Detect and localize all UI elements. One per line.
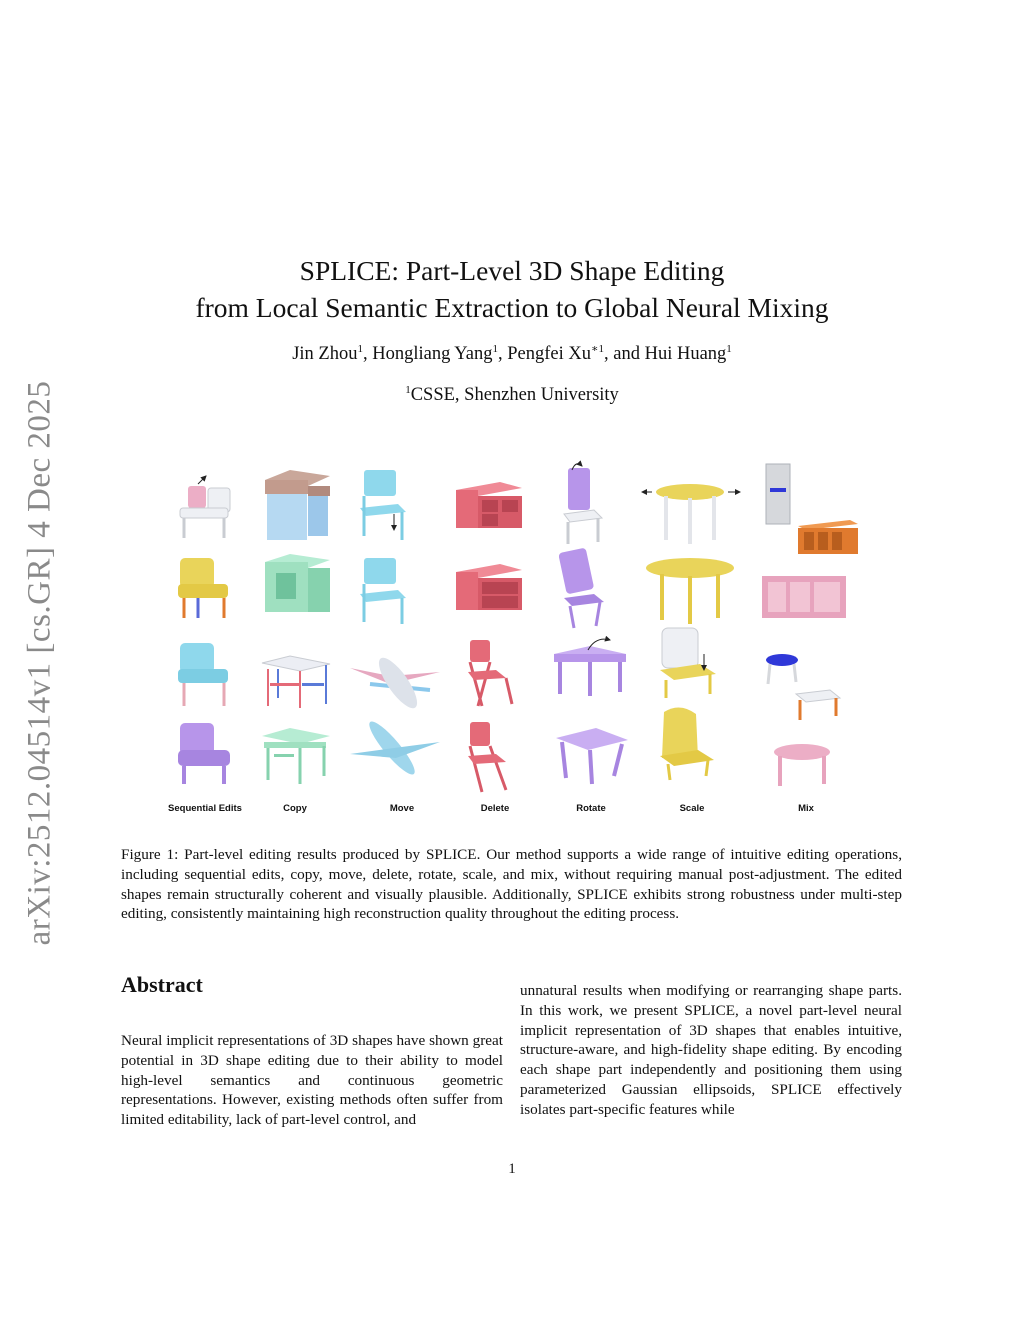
chair-cyan-move-icon	[360, 470, 406, 540]
table-copy-legs-icon	[262, 656, 330, 708]
armchair-cyan-icon	[178, 643, 228, 706]
affiliation-mark: 1	[405, 384, 411, 396]
stool-blue-icon	[766, 654, 798, 684]
affiliation-text: CSSE, Shenzhen University	[410, 385, 619, 405]
armchair-purple-icon	[178, 723, 230, 784]
op-label-sequential-edits: Sequential Edits	[168, 803, 242, 814]
author-affil-mark: 1	[492, 343, 498, 355]
table-mint-icon	[262, 728, 330, 784]
shelf-orange-icon	[798, 520, 858, 554]
teaser-figure	[150, 458, 870, 820]
figure-caption: Figure 1: Part-level editing results produced by SPLICE. Our method supports a wide range of intuitive editing operations, including sequential edits, copy, move, delete, rotate, scale, and mix, without requiring manual post-adjustment. The edited shapes remain structurally coherent and visually plausible. Additionally, SPLICE exhibits strong robustness under multi-step editing, consistently maintaining high reconstruction quality throughout the editing process.	[121, 846, 902, 923]
abstract-heading: Abstract	[121, 972, 203, 997]
cabinet-table-copy-icon	[265, 470, 330, 540]
chair-yellow-icon	[660, 707, 714, 780]
airplane-icon	[350, 717, 440, 779]
table-purple-rotate-icon	[554, 639, 626, 696]
abstract-column-2: unnatural results when modifying or rearranging shape parts. In this work, we present SPLICE, a novel part-level neural implicit representation of 3D shapes that enables intuitive, structure-aware, and high-fidelity shape editing. By encoding each shape part independently and positioning them using parameterized Gaussian ellipsoids, SPLICE effectively isolates part-specific features while	[520, 982, 902, 1118]
author-separator: ,	[362, 344, 373, 364]
figure-1-illustration	[150, 458, 870, 820]
shelf-red-deleted-icon	[456, 564, 522, 610]
chair-white-yellow-icon	[660, 628, 716, 698]
author-name: Hui Huang	[644, 344, 727, 364]
chair-cyan-icon	[360, 558, 406, 624]
cube-frame-mint-icon	[265, 554, 330, 612]
folding-chair-red-icon	[468, 640, 512, 706]
author-separator: , and	[603, 344, 645, 364]
author-affil-mark: 1	[357, 343, 363, 355]
table-white-orange-icon	[796, 690, 840, 720]
author-name: Pengfei Xu	[507, 344, 591, 364]
author-affil-mark: 1	[726, 343, 732, 355]
author-name: Jin Zhou	[292, 344, 358, 364]
cabinet-pink-icon	[762, 576, 846, 618]
paper-title	[0, 252, 1024, 326]
folding-chair-red-deleted-icon	[468, 722, 506, 792]
page-number: 1	[508, 1161, 516, 1177]
arxiv-id: arXiv:2512.04514v1 [cs.GR] 4 Dec 2025	[21, 380, 58, 946]
arxiv-watermark	[18, 378, 62, 948]
affiliation	[0, 385, 1024, 406]
chair-purple-icon	[558, 548, 604, 628]
op-label-scale: Scale	[679, 803, 705, 814]
op-label-mix: Mix	[798, 803, 814, 814]
round-table-yellow-scale-icon	[642, 484, 740, 544]
author-list	[0, 344, 1024, 365]
cabinet-gray-icon	[766, 464, 790, 524]
author-affil-mark: ∗1	[591, 343, 604, 355]
table-purple-icon	[556, 728, 628, 784]
author-separator: ,	[498, 344, 508, 364]
abstract-column-1: Neural implicit representations of 3D shapes have shown great potential in 3D shape editing due to their ability to model high-level semantics and continuous geometric representations. However, existing methods often suffer from limited editability, lack of part-level control, and	[121, 1032, 503, 1129]
author-name: Hongliang Yang	[372, 344, 493, 364]
round-table-yellow-icon	[646, 558, 734, 624]
op-label-copy: Copy	[283, 803, 307, 814]
armchair-pink-white-icon	[180, 476, 230, 538]
table-pink-icon	[774, 744, 830, 786]
title-line-2: from Local Semantic Extraction to Global Neural Mixing	[195, 292, 829, 323]
op-label-move: Move	[389, 803, 415, 814]
airplane-move-icon	[350, 653, 440, 714]
title-line-1: SPLICE: Part-Level 3D Shape Editing	[299, 255, 725, 286]
shelf-red-icon	[456, 482, 522, 528]
armchair-yellow-icon	[178, 558, 228, 618]
op-label-rotate: Rotate	[576, 803, 606, 814]
op-label-delete: Delete	[480, 803, 510, 814]
chair-purple-white-icon	[564, 464, 602, 544]
